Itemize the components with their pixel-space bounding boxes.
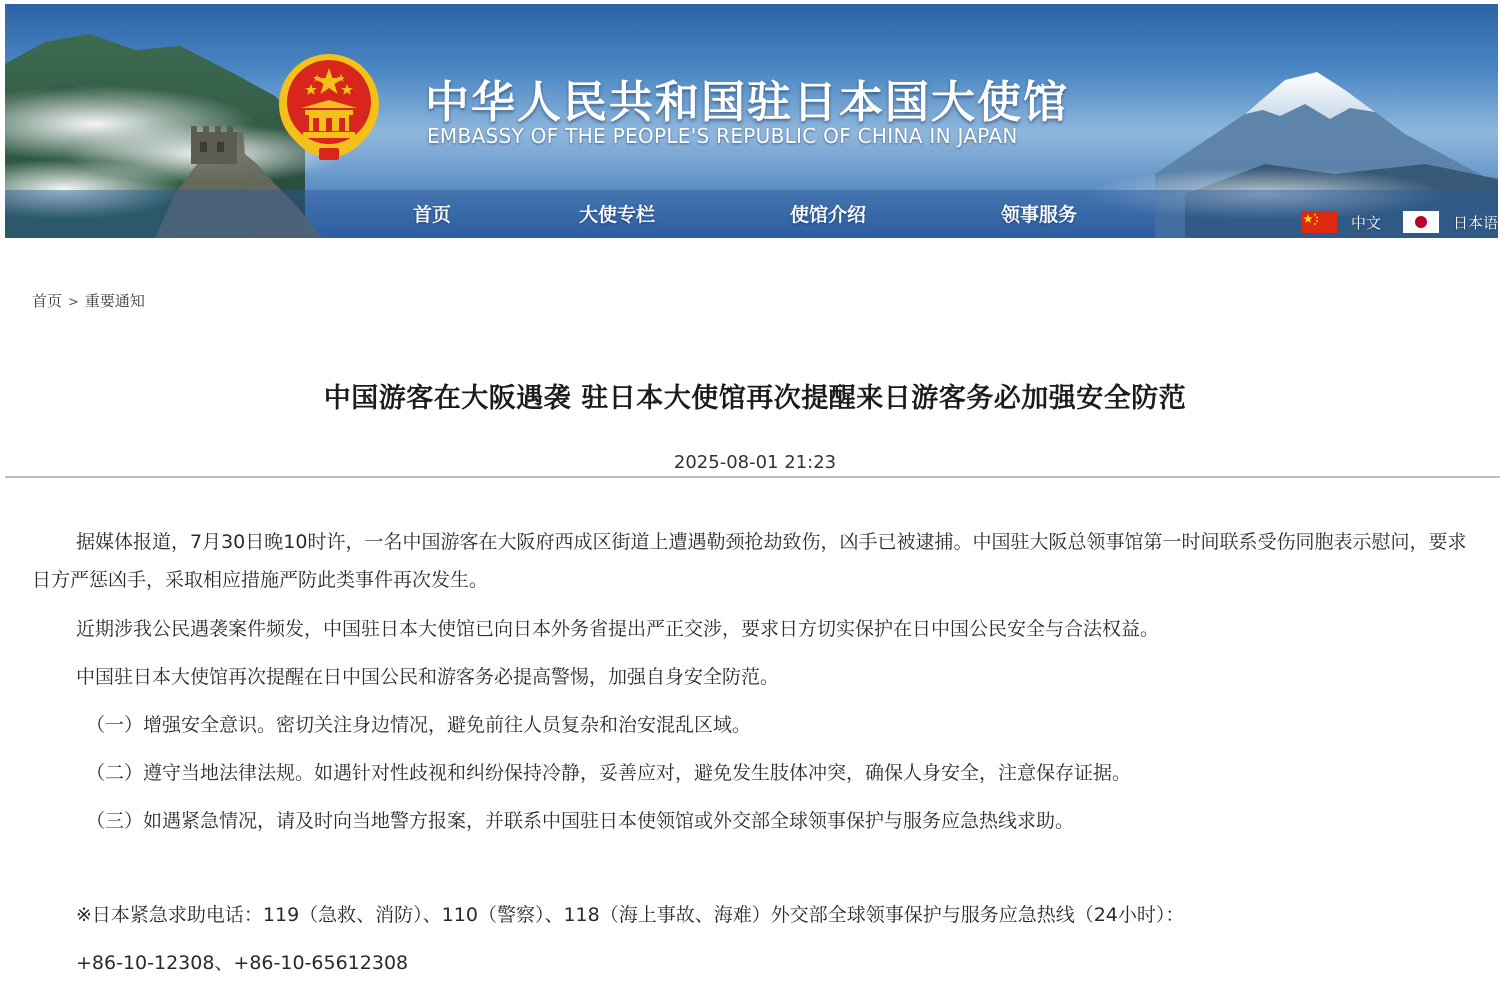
language-japanese-label: 日本语 xyxy=(1453,213,1498,232)
national-emblem-icon xyxy=(277,52,381,162)
article-date: 2025-08-01 21:23 xyxy=(673,452,837,473)
paragraph-text: 中国驻日本大使馆再次提醒在日中国公民和游客务必提高警惕，加强自身安全防范。 xyxy=(76,666,780,688)
language-chinese-label: 中文 xyxy=(1351,213,1382,232)
paragraph-text: +86-10-12308、+86-10-65612308 xyxy=(76,952,409,974)
article-list-item xyxy=(32,802,1500,840)
site-title-chinese: 中华人民共和国驻日本国大使馆 xyxy=(425,77,1069,128)
nav-item-embassy-intro[interactable]: 使馆介绍 xyxy=(790,204,867,226)
breadcrumb-current[interactable]: 重要通知 xyxy=(84,292,145,310)
site-title-english: EMBASSY OF THE PEOPLE'S REPUBLIC OF CHINA IN JAPAN xyxy=(427,124,1018,148)
breadcrumb-separator: > xyxy=(68,295,79,310)
article-paragraph xyxy=(32,610,1500,648)
main-nav xyxy=(5,200,1498,230)
language-chinese[interactable] xyxy=(1301,210,1381,234)
language-japanese[interactable] xyxy=(1403,210,1498,234)
paragraph-text: 近期涉我公民遇袭案件频发，中国驻日本大使馆已向日本外务省提出严正交涉，要求日方切实保护在日中国公民安全与合法权益。 xyxy=(76,618,1160,640)
paragraph-text: （三）如遇紧急情况，请及时向当地警方报案，并联系中国驻日本使领馆或外交部全球领事保护与服务应急热线求助。 xyxy=(86,810,1075,832)
breadcrumb xyxy=(32,290,145,311)
breadcrumb-home[interactable]: 首页 xyxy=(32,292,63,310)
paragraph-text: （一）增强安全意识。密切关注身边情况，避免前往人员复杂和治安混乱区域。 xyxy=(86,714,752,736)
paragraph-text: ※日本紧急求助电话：119（急救、消防）、110（警察）、118（海上事故、海难）外交部全球领事保护与服务应急热线（24小时）： xyxy=(76,904,1185,926)
nav-item-consular-services[interactable]: 领事服务 xyxy=(1001,204,1078,226)
japan-flag-icon xyxy=(1403,211,1439,233)
paragraph-text: （二）遵守当地法律法规。如遇针对性歧视和纠纷保持冷静，妥善应对，避免发生肢体冲突，确保人身安全，注意保存证据。 xyxy=(86,762,1132,784)
article-list-item xyxy=(32,754,1500,792)
article-paragraph xyxy=(32,658,1500,696)
article-paragraph xyxy=(32,523,1482,599)
article-title: 中国游客在大阪遇袭 驻日本大使馆再次提醒来日游客务必加强安全防范 xyxy=(323,383,1187,414)
nav-item-home[interactable]: 首页 xyxy=(413,204,452,226)
emergency-phones xyxy=(32,896,1500,934)
china-flag-icon xyxy=(1301,211,1337,233)
nav-item-ambassador-column[interactable]: 大使专栏 xyxy=(579,204,656,226)
title-divider xyxy=(5,476,1500,478)
site-banner xyxy=(5,4,1498,238)
paragraph-text: 据媒体报道，7月30日晚10时许，一名中国游客在大阪府西成区街道上遭遇勒颈抢劫致伤，凶手已被逮捕。中国驻大阪总领事馆第一时间联系受伤同胞表示慰问，要求日方严惩凶手，采取相应措施严防此类事件再次发生。 xyxy=(32,531,1467,591)
article-list-item xyxy=(32,706,1500,744)
hotline-numbers xyxy=(32,944,1500,982)
